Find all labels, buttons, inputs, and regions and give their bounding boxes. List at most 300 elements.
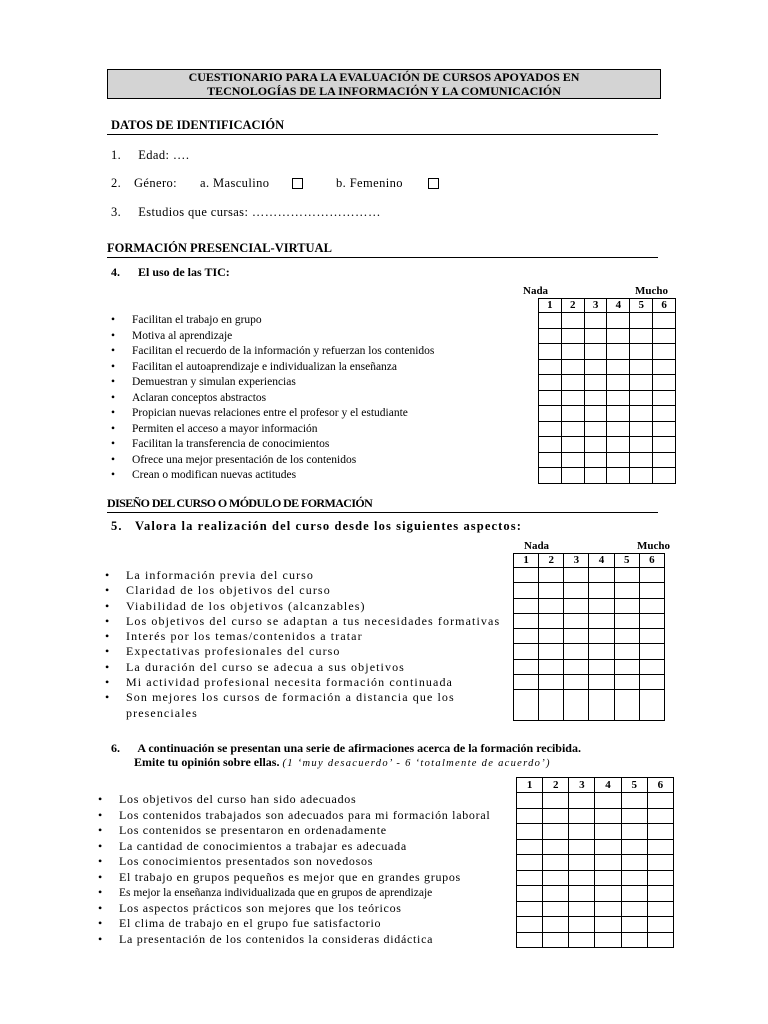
rating-cell[interactable] [584, 328, 607, 344]
rating-cell[interactable] [564, 598, 589, 613]
list-item: • Los objetivos del curso se adaptan a tus necesidades formativas [105, 613, 501, 628]
bullet-icon: • [111, 314, 116, 326]
list-item: • Los contenidos trabajados son adecuados para mi formación laboral [98, 807, 491, 822]
rating-cell[interactable] [630, 328, 653, 344]
age-field[interactable]: Edad: …. [138, 148, 190, 162]
gender-option-male-label: a. Masculino [200, 176, 270, 190]
rating-cell[interactable] [543, 886, 569, 902]
rating-cell[interactable] [514, 629, 539, 644]
rating-cell[interactable] [621, 870, 647, 886]
table-row [517, 824, 674, 840]
section4-question-number: 4. [111, 265, 120, 279]
rating-cell[interactable] [653, 421, 676, 437]
rating-cell[interactable] [653, 328, 676, 344]
rating-cell[interactable] [569, 808, 595, 824]
rating-cell[interactable] [595, 870, 621, 886]
female-checkbox[interactable] [428, 178, 439, 189]
rating-cell[interactable] [539, 659, 564, 674]
rating-cell[interactable] [514, 583, 539, 598]
rating-cell[interactable] [514, 598, 539, 613]
rating-cell[interactable] [539, 629, 564, 644]
bullet-icon: • [105, 613, 111, 628]
table-row [539, 390, 676, 406]
rating-cell[interactable] [653, 390, 676, 406]
section4-heading: FORMACIÓN PRESENCIAL-VIRTUAL [107, 241, 332, 255]
rating-cell[interactable] [517, 855, 543, 871]
table-row [539, 468, 676, 484]
rating-cell[interactable] [630, 390, 653, 406]
rating-cell[interactable] [630, 375, 653, 391]
rating-cell[interactable] [595, 824, 621, 840]
rating-cell[interactable] [517, 824, 543, 840]
rating-cell[interactable] [543, 839, 569, 855]
rating-cell[interactable] [569, 932, 595, 948]
section6-question-2 [134, 755, 551, 770]
section5-rule [107, 512, 658, 513]
gender-option-female-label: b. Femenino [336, 176, 403, 190]
rating-cell[interactable] [543, 808, 569, 824]
list-item: • Los contenidos se presentaron en ordenadamente [98, 823, 387, 837]
male-checkbox[interactable] [292, 178, 303, 189]
rating-cell[interactable] [607, 375, 630, 391]
list-item: • Expectativas profesionales del curso [105, 644, 341, 659]
scale-2: 2 [539, 554, 564, 568]
rating-cell[interactable] [561, 344, 584, 360]
rating-cell[interactable] [614, 568, 639, 583]
rating-cell[interactable] [543, 870, 569, 886]
rating-cell[interactable] [589, 598, 614, 613]
rating-cell[interactable] [589, 659, 614, 674]
rating-cell[interactable] [539, 468, 562, 484]
table-row [517, 886, 674, 902]
scale-1: 1 [517, 778, 543, 793]
rating-cell[interactable] [630, 406, 653, 422]
section5-question: 5. Valora la realización del curso desde los siguientes aspectos: [111, 519, 522, 533]
rating-cell[interactable] [569, 839, 595, 855]
rating-cell[interactable] [517, 932, 543, 948]
rating-cell[interactable] [595, 855, 621, 871]
rating-cell[interactable] [584, 437, 607, 453]
rating-cell[interactable] [621, 901, 647, 917]
list-item: • Demuestran y simulan experiencias [132, 375, 434, 391]
rating-cell[interactable] [584, 406, 607, 422]
rating-cell[interactable] [589, 644, 614, 659]
rating-cell[interactable] [543, 793, 569, 809]
rating-cell[interactable] [543, 917, 569, 933]
rating-cell[interactable] [595, 839, 621, 855]
rating-cell[interactable] [569, 870, 595, 886]
rating-cell[interactable] [614, 583, 639, 598]
table-row [517, 808, 674, 824]
table-row [514, 598, 665, 613]
rating-cell[interactable] [639, 675, 664, 690]
rating-cell[interactable] [539, 690, 564, 721]
rating-cell[interactable] [561, 328, 584, 344]
rating-cell[interactable] [614, 598, 639, 613]
rating-cell[interactable] [561, 437, 584, 453]
rating-cell[interactable] [584, 421, 607, 437]
table-row [539, 344, 676, 360]
rating-cell[interactable] [621, 886, 647, 902]
rating-cell[interactable] [517, 901, 543, 917]
rating-cell[interactable] [584, 468, 607, 484]
table-row [539, 375, 676, 391]
list-item: • Los objetivos del curso han sido adecuados [98, 792, 357, 806]
rating-cell[interactable] [607, 421, 630, 437]
rating-cell[interactable] [539, 613, 564, 628]
list-item: • La información previa del curso [105, 568, 315, 582]
rating-cell[interactable] [569, 824, 595, 840]
rating-cell[interactable] [639, 583, 664, 598]
rating-cell[interactable] [647, 793, 673, 809]
rating-cell[interactable] [564, 675, 589, 690]
list-item: • Es mejor la enseñanza individualizada que en grupos de aprendizaje [98, 885, 433, 899]
rating-cell[interactable] [569, 886, 595, 902]
table-row [514, 568, 665, 583]
rating-cell[interactable] [621, 932, 647, 948]
table-row [517, 932, 674, 948]
section6-question [111, 741, 581, 756]
bullet-icon: • [105, 659, 111, 674]
rating-cell[interactable] [595, 932, 621, 948]
list-item: • Viabilidad de los objetivos (alcanzables) [105, 598, 366, 613]
rating-cell[interactable] [630, 344, 653, 360]
list-item: • El clima de trabajo en el grupo fue satisfactorio [98, 916, 382, 930]
studies-field[interactable]: Estudios que cursas: ………………………… [138, 205, 381, 219]
rating-cell[interactable] [653, 359, 676, 375]
rating-cell[interactable] [621, 855, 647, 871]
rating-cell[interactable] [584, 359, 607, 375]
rating-cell[interactable] [561, 406, 584, 422]
rating-cell[interactable] [607, 437, 630, 453]
bullet-icon: • [111, 345, 116, 357]
rating-cell[interactable] [517, 886, 543, 902]
section4-question [111, 265, 230, 280]
list-item: • Facilitan el trabajo en grupo [132, 313, 434, 329]
bullet-icon: • [98, 916, 103, 930]
list-item: • Mi actividad profesional necesita formación continuada [105, 675, 453, 690]
rating-cell[interactable] [589, 629, 614, 644]
rating-cell[interactable] [589, 613, 614, 628]
rating-cell[interactable] [539, 421, 562, 437]
list-item: • Facilitan el recuerdo de la información y refuerzan los contenidos [132, 344, 434, 360]
rating-cell[interactable] [595, 886, 621, 902]
table-row [539, 421, 676, 437]
table-row [514, 583, 665, 598]
rating-cell[interactable] [539, 675, 564, 690]
rating-cell[interactable] [589, 568, 614, 583]
rating-cell[interactable] [539, 568, 564, 583]
bullet-icon: • [98, 854, 103, 868]
rating-cell[interactable] [614, 613, 639, 628]
rating-cell[interactable] [514, 568, 539, 583]
rating-cell[interactable] [561, 421, 584, 437]
rating-cell[interactable] [589, 690, 614, 721]
section6-question-line2: Emite tu opinión sobre ellas. [134, 755, 280, 769]
scale-6: 6 [647, 778, 673, 793]
rating-cell[interactable] [543, 855, 569, 871]
bullet-icon: • [111, 329, 116, 342]
rating-cell[interactable] [647, 917, 673, 933]
scale-3: 3 [584, 299, 607, 313]
table-row [514, 644, 665, 659]
rating-cell[interactable] [539, 313, 562, 329]
bullet-icon: • [111, 438, 116, 450]
title-line-1: CUESTIONARIO PARA LA EVALUACIÓN DE CURSOS APOYADOS EN [188, 70, 580, 84]
bullet-icon: • [105, 568, 111, 582]
bullet-icon: • [98, 807, 103, 822]
bullet-icon: • [98, 885, 103, 899]
section5-scale-low: Nada [524, 540, 550, 552]
bullet-icon: • [105, 675, 111, 690]
rating-cell[interactable] [621, 917, 647, 933]
rating-cell[interactable] [647, 839, 673, 855]
rating-cell[interactable] [607, 359, 630, 375]
rating-cell[interactable] [621, 793, 647, 809]
rating-cell[interactable] [621, 839, 647, 855]
list-item-continuation: presenciales [126, 705, 198, 720]
table-row [514, 629, 665, 644]
section6-question-note: (1 ‘muy desacuerdo’ - 6 ‘totalmente de acuerdo’) [282, 758, 551, 769]
rating-cell[interactable] [539, 359, 562, 375]
rating-cell[interactable] [607, 344, 630, 360]
rating-cell[interactable] [561, 375, 584, 391]
list-item: • Los conocimientos presentados son novedosos [98, 854, 374, 868]
section6-items [98, 792, 491, 947]
table-row [514, 675, 665, 690]
table-row [539, 406, 676, 422]
rating-cell[interactable] [647, 901, 673, 917]
list-item: • Los aspectos prácticos son mejores que los teóricos [98, 900, 402, 915]
scale-6: 6 [653, 299, 676, 313]
rating-cell[interactable] [539, 406, 562, 422]
bullet-icon: • [111, 422, 116, 435]
rating-cell[interactable] [584, 375, 607, 391]
rating-cell[interactable] [561, 313, 584, 329]
section5-scale-high: Mucho [637, 540, 670, 552]
scale-2: 2 [561, 299, 584, 313]
rating-cell[interactable] [653, 375, 676, 391]
rating-cell[interactable] [614, 629, 639, 644]
section6-question-number: 6. [111, 741, 120, 755]
scale-5: 5 [614, 554, 639, 568]
table-row [517, 901, 674, 917]
rating-cell[interactable] [595, 793, 621, 809]
bullet-icon: • [105, 644, 111, 659]
list-item: • La duración del curso se adecua a sus objetivos [105, 659, 405, 674]
rating-cell[interactable] [639, 629, 664, 644]
rating-cell[interactable] [621, 808, 647, 824]
list-item: • El trabajo en grupos pequeños es mejor que en grandes grupos [98, 869, 461, 884]
rating-cell[interactable] [595, 808, 621, 824]
rating-cell[interactable] [564, 568, 589, 583]
rating-cell[interactable] [607, 313, 630, 329]
rating-cell[interactable] [621, 824, 647, 840]
rating-cell[interactable] [514, 613, 539, 628]
rating-cell[interactable] [630, 468, 653, 484]
list-item: • Facilitan el autoaprendizaje e individualizan la enseñanza [132, 360, 434, 376]
bullet-icon: • [105, 690, 111, 705]
section4-scale-low: Nada [523, 285, 549, 297]
rating-cell[interactable] [630, 359, 653, 375]
rating-cell[interactable] [564, 659, 589, 674]
rating-cell[interactable] [639, 659, 664, 674]
rating-cell[interactable] [614, 675, 639, 690]
table-row [514, 613, 665, 628]
rating-cell[interactable] [569, 917, 595, 933]
rating-cell[interactable] [614, 690, 639, 721]
rating-cell[interactable] [561, 390, 584, 406]
rating-cell[interactable] [564, 644, 589, 659]
rating-cell[interactable] [607, 406, 630, 422]
scale-5: 5 [630, 299, 653, 313]
rating-cell[interactable] [630, 452, 653, 468]
rating-cell[interactable] [653, 452, 676, 468]
rating-cell[interactable] [514, 659, 539, 674]
rating-cell[interactable] [539, 375, 562, 391]
rating-cell[interactable] [639, 613, 664, 628]
rating-cell[interactable] [564, 583, 589, 598]
rating-cell[interactable] [539, 598, 564, 613]
table-row [517, 855, 674, 871]
section6-rating-grid [516, 777, 674, 948]
rating-cell[interactable] [517, 839, 543, 855]
rating-cell[interactable] [584, 313, 607, 329]
table-row [514, 690, 665, 721]
section5-scale-header [514, 554, 665, 568]
bullet-icon: • [98, 823, 103, 837]
rating-cell[interactable] [569, 793, 595, 809]
scale-6: 6 [639, 554, 664, 568]
bullet-icon: • [98, 900, 103, 915]
section6-question-line1: A continuación se presentan una serie de afirmaciones acerca de la formación recibida. [137, 741, 581, 755]
table-row [517, 870, 674, 886]
rating-cell[interactable] [584, 344, 607, 360]
rating-cell[interactable] [614, 659, 639, 674]
bullet-icon: • [98, 931, 103, 946]
rating-cell[interactable] [514, 644, 539, 659]
section4-scale-high: Mucho [635, 285, 668, 297]
rating-cell[interactable] [630, 421, 653, 437]
rating-cell[interactable] [595, 917, 621, 933]
rating-cell[interactable] [539, 644, 564, 659]
rating-cell[interactable] [561, 452, 584, 468]
rating-cell[interactable] [630, 437, 653, 453]
scale-4: 4 [589, 554, 614, 568]
gender-number: 2. [111, 176, 122, 190]
rating-cell[interactable] [639, 644, 664, 659]
bullet-icon: • [98, 792, 103, 806]
section4-scale-header [539, 299, 676, 313]
rating-cell[interactable] [514, 675, 539, 690]
rating-cell[interactable] [539, 390, 562, 406]
list-item: • Facilitan la transferencia de conocimientos [132, 437, 434, 453]
rating-cell[interactable] [539, 328, 562, 344]
rating-cell[interactable] [653, 437, 676, 453]
rating-cell[interactable] [539, 452, 562, 468]
bullet-icon: • [111, 376, 116, 388]
section4-items [111, 313, 435, 484]
scale-1: 1 [514, 554, 539, 568]
rating-cell[interactable] [647, 855, 673, 871]
gender-label: Género: [134, 176, 178, 190]
rating-cell[interactable] [569, 901, 595, 917]
rating-cell[interactable] [647, 808, 673, 824]
rating-cell[interactable] [561, 359, 584, 375]
rating-cell[interactable] [607, 328, 630, 344]
rating-cell[interactable] [564, 613, 589, 628]
rating-cell[interactable] [614, 644, 639, 659]
table-row [517, 839, 674, 855]
rating-cell[interactable] [543, 824, 569, 840]
bullet-icon: • [105, 629, 111, 644]
rating-cell[interactable] [653, 468, 676, 484]
rating-cell[interactable] [564, 690, 589, 721]
rating-cell[interactable] [647, 886, 673, 902]
rating-cell[interactable] [539, 344, 562, 360]
gender-question [111, 176, 121, 191]
rating-cell[interactable] [607, 390, 630, 406]
rating-cell[interactable] [647, 870, 673, 886]
rating-cell[interactable] [517, 917, 543, 933]
list-item: • Permiten el acceso a mayor información [132, 422, 434, 438]
list-item: • Ofrece una mejor presentación de los contenidos [132, 453, 434, 469]
rating-cell[interactable] [584, 452, 607, 468]
list-item: • Interés por los temas/contenidos a tratar [105, 629, 363, 644]
rating-cell[interactable] [595, 901, 621, 917]
rating-cell[interactable] [543, 901, 569, 917]
section4-rating-grid [538, 298, 676, 484]
rating-cell[interactable] [517, 793, 543, 809]
rating-cell[interactable] [639, 598, 664, 613]
rating-cell[interactable] [569, 855, 595, 871]
rating-cell[interactable] [539, 437, 562, 453]
rating-cell[interactable] [517, 808, 543, 824]
rating-cell[interactable] [543, 932, 569, 948]
identification-rule [107, 134, 658, 135]
rating-cell[interactable] [607, 452, 630, 468]
rating-cell[interactable] [647, 824, 673, 840]
rating-cell[interactable] [589, 583, 614, 598]
table-row [517, 793, 674, 809]
rating-cell[interactable] [514, 690, 539, 721]
section5-rating-grid [513, 553, 665, 721]
rating-cell[interactable] [647, 932, 673, 948]
title-line-2: TECNOLOGÍAS DE LA INFORMACIÓN Y LA COMUNICACIÓN [207, 83, 561, 98]
rating-cell[interactable] [564, 629, 589, 644]
rating-cell[interactable] [539, 583, 564, 598]
rating-cell[interactable] [653, 344, 676, 360]
rating-cell[interactable] [639, 690, 664, 721]
section5-items [105, 568, 501, 721]
list-item: • Propician nuevas relaciones entre el profesor y el estudiante [132, 406, 434, 422]
table-row [539, 452, 676, 468]
rating-cell[interactable] [639, 568, 664, 583]
rating-cell[interactable] [589, 675, 614, 690]
rating-cell[interactable] [653, 313, 676, 329]
list-item: • Claridad de los objetivos del curso [105, 583, 331, 598]
rating-cell[interactable] [630, 313, 653, 329]
rating-cell[interactable] [607, 468, 630, 484]
table-row [539, 313, 676, 329]
rating-cell[interactable] [584, 390, 607, 406]
section6-scale-header [517, 778, 674, 793]
rating-cell[interactable] [517, 870, 543, 886]
rating-cell[interactable] [653, 406, 676, 422]
bullet-icon: • [111, 469, 116, 481]
rating-cell[interactable] [561, 468, 584, 484]
bullet-icon: • [111, 453, 116, 466]
